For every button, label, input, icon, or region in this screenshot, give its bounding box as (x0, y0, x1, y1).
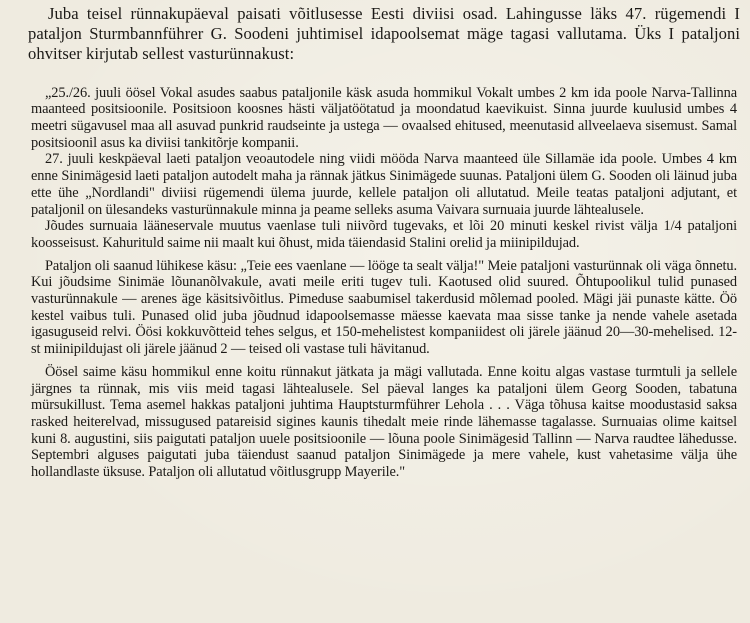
quote-paragraph-4: Pataljon oli saanud lühikese käsu: „Teie ees vaenlane — lööge ta sealt välja!" Meie pataljoni vasturünnak oli väga õnnetu. Kui jõudsime Sinimäe lõunanõlvakule, avati meile eriti tugev tuli. Kaotused olid suured. Õhtupoolikul tulid punased vasturünnakule — arenes äge käsitsivõitlus. Pimeduse saabumisel takerdusid mõlemad pooled. Mägi jäi punaste kätte. Öö kestel vaibus tuli. Punased olid juba jõudnud idapoolsemasse mäesse kaevata maa sisse tanke ja nende vahele asetada igasuguseid relvi. Öösi kokkuvõtteid tehes selgus, et 150-mehelistest kompaniidest oli järele jäänud 20—30-mehelised. 12-st miinipildujast oli järele jäänud 2 — teised oli vastase tuli hävitanud. (31, 257, 737, 358)
quoted-account (31, 85, 737, 481)
quote-paragraph-3: Jõudes surnuaia lääneservale muutus vaenlase tuli niivõrd tugevaks, et lõi 20 minuti keskel rivist välja 1/4 pataljoni koosseisust. Kahurituld saime nii maalt kui õhust, mida täiendasid Stalini orelid ja miinipildujad. (31, 218, 737, 251)
intro-paragraph: Juba teisel rünnakupäeval paisati võitlusesse Eesti diviisi osad. Lahingusse läks 47. rügemendi I pataljon Sturmbannführer G. Soodeni juhtimisel idapoolsemat mäge tagasi vallutama. Üks I pataljoni ohvitser kirjutab sellest vasturünnakust: (28, 4, 740, 64)
quote-paragraph-1: „25./26. juuli öösel Vokal asudes saabus pataljonile käsk asuda hommikul Vokalt umbes 2 km ida poole Narva-Tallinna maanteed positsioonile. Positsioon koosnes hästi väljatöötatud ja moondatud kaevikuist. Sinna juurde kuulusid umbes 4 meetri sügavusel maa all asuvad punkrid raudseinte ja ustega — ovaalsed ehitused, meenutasid allveelaeva sisemust. Samal positsioonil asus ka diviisi tankitõrje kompanii. (31, 84, 737, 151)
quote-paragraph-2: 27. juuli keskpäeval laeti pataljon veoautodele ning viidi mööda Narva maanteed üle Sillamäe ida poole. Umbes 4 km enne Sinimägesid laeti pataljon autodelt maha ja rännak jätkus Sinimägede suunas. Pataljoni ülem G. Sooden oli läinud juba ette ühe „Nordlandi" diviisi rügemendi ülema juurde, kellele pataljon oli allutatud. Meile teatas pataljoni adjutant, et pataljonil on ülesandeks vasturünnakule minna ja peame selleks asuma Vaivara surnuaia juurde lähtealusele. (31, 151, 737, 218)
quote-paragraph-5: Öösel saime käsu hommikul enne koitu rünnakut jätkata ja mägi vallutada. Enne koitu algas vastase turmtuli ja sellele järgnes ta rünnak, mis viis meid tagasi lähtealusele. Sel päeval langes ka pataljoni ülem Georg Sooden, tabatuna mürsukillust. Tema asemel hakkas pataljoni juhtima Hauptsturmführer Lehola . . . Väga tõhusa kaitse moodustasid saksa rasked heiterelvad, missugused patareisid sigines kaunis tihedalt meie rinde lähemasse tagalasse. Surnuaias olime kaitsel kuni 8. augustini, siis paigutati pataljon uuele positsioonile — lõuna poole Sinimägesid Tallinn — Narva raudtee lähedusse. Septembri alguses paigutati juba täiendust saanud pataljon Sinimägede ja mere vahele, kust vahetasime välja ühe hollandlaste üksuse. Pataljon oli allutatud võitlusgrupp Mayerile." (31, 363, 737, 481)
